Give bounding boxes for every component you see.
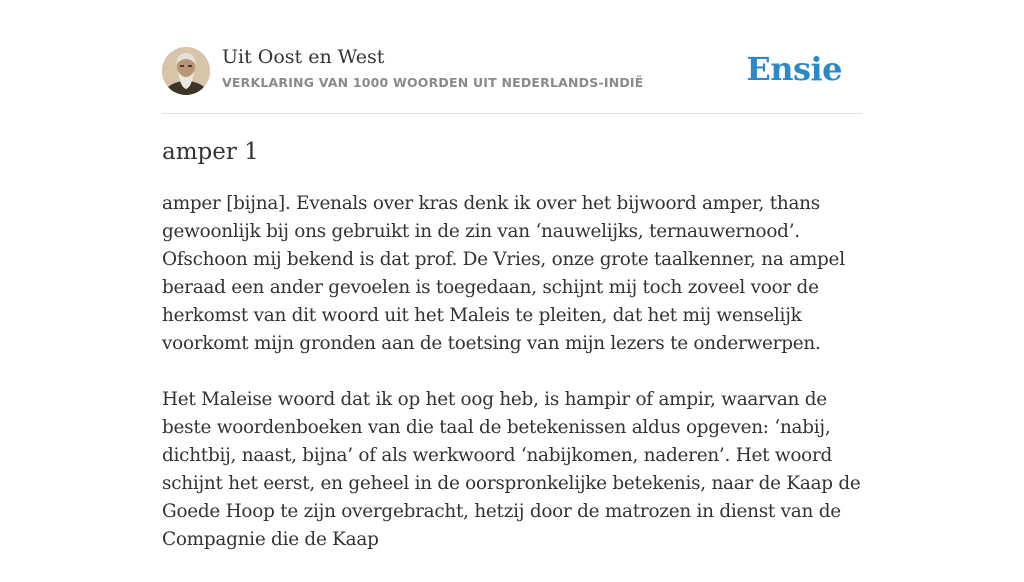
- entry-paragraph: Het Maleise woord dat ik op het oog heb, is hampir of ampir, waarvan de beste woordenboeken van die taal de betekenissen aldus opgeven: ‘nabij, dichtbij, naast, bijna’ of als werkwoord ‘nabijkomen, naderen’. Het woord schijnt het eerst, en geheel in de oorspronkelijke betekenis, naar de Kaap de Goede Hoop te zijn overgebracht, hetzij door de matrozen in dienst van de Compagnie die de Kaap: [162, 389, 861, 550]
- entry-content: [162, 190, 867, 582]
- ensie-logo-link[interactable]: Ensie: [746, 50, 842, 88]
- page: [162, 0, 862, 550]
- book-subtitle: VERKLARING VAN 1000 WOORDEN UIT NEDERLANDS-INDIË: [222, 75, 644, 90]
- book-title[interactable]: Uit Oost en West: [222, 46, 385, 68]
- entry-paragraph: amper [bijna]. Evenals over kras denk ik over het bijwoord amper, thans gewoonlijk bij ons gebruikt in de zin van ‘nauwelijks, ternauwernood’. Ofschoon mij bekend is dat prof. De Vries, onze grote taalkenner, na ampel beraad een ander gevoelen is toegedaan, schijnt mij toch zoveel voor de herkomst van dit woord uit het Maleis te pleiten, dat het mij wenselijk voorkomt mijn gronden aan de toetsing van mijn lezers te onderwerpen.: [162, 193, 845, 354]
- portrait-icon: [162, 47, 210, 95]
- entry-title: amper 1: [162, 139, 259, 165]
- header: [162, 0, 862, 114]
- author-avatar[interactable]: [162, 47, 210, 95]
